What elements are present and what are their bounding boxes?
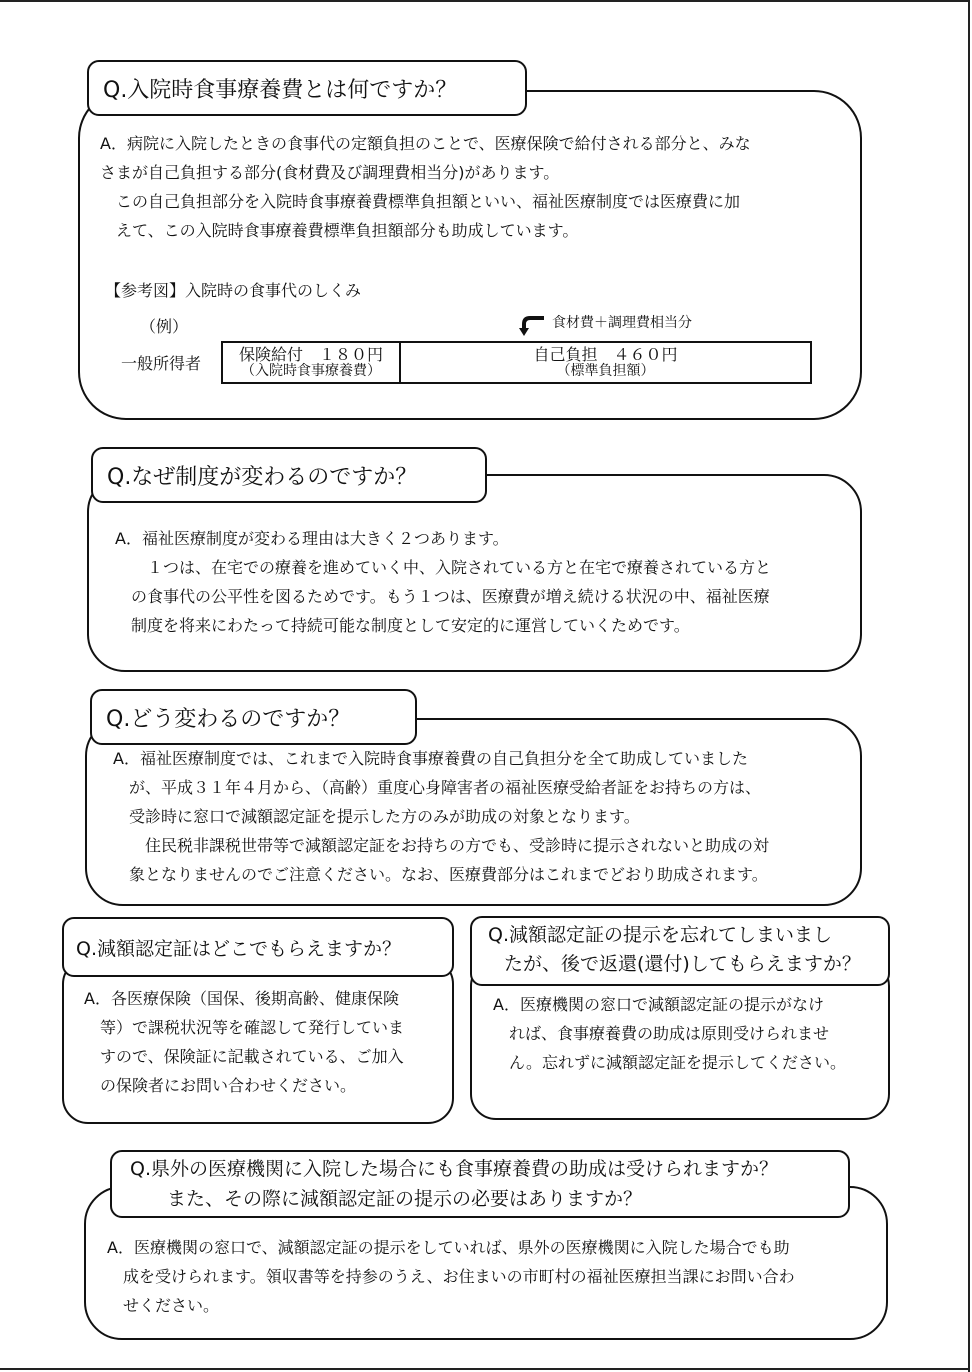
question-box-5 [470,916,890,986]
answer-5-line-1: A．医療機関の窓口で減額認定証の提示がなけ [493,995,824,1014]
answer-5-line-2: れば、食事療養費の助成は原則受けられませ [509,1024,830,1043]
benefit-note: （入院時食事療養費） [241,362,381,379]
page-border-bottom [0,1368,968,1370]
answer-6-line-2: 成を受けられます。領収書等を持参のうえ、お住まいの市町村の福祉医療担当課にお問い合わ [123,1267,795,1286]
question-4: Q.減額認定証はどこでもらえますか？ [76,937,401,960]
answer-1-line-3: この自己負担部分を入院時食事療養費標準負担額といい、福祉医療制度では医療費に加 [100,192,741,211]
question-box-3 [90,689,417,745]
answer-1-line-4: えて、この入院時食事療養費標準負担額部分も助成しています。 [116,221,579,240]
benefit-amount: 保険給付 １８０円 [238,344,383,364]
meal-cost-bar [221,341,812,384]
answer-4-line-1: A．各医療保険（国保、後期高齢、健康保険 [84,989,399,1008]
answer-4-line-3: すので、保険証に記載されている、ご加入 [100,1047,404,1066]
question-6-line-1: Q.県外の医療機関に入院した場合にも食事療養費の助成は受けられますか？ [130,1158,778,1180]
diagram-example-label: （例） [140,317,189,336]
answer-text-3 [113,744,769,889]
answer-6-line-3: せください。 [123,1296,220,1315]
answer-text-6 [107,1233,795,1320]
self-pay-amount: 自己負担 ４６０円 [533,344,678,364]
question-1: Q.入院時食事療養費とは何ですか？ [103,77,458,103]
self-pay-note: （標準負担額） [556,362,655,379]
question-box-2 [91,447,487,503]
question-box-4 [62,917,454,977]
page-border-right [968,0,970,1372]
answer-5-line-3: ん。忘れずに減額認定証を提示してください。 [509,1053,846,1072]
diagram-income-label: 一般所得者 [121,354,202,373]
answer-4-line-4: の保険者にお問い合わせください。 [100,1076,357,1095]
answer-2-line-4: 制度を将来にわたって持続可能な制度として安定的に運営していくためです。 [131,616,690,635]
answer-2-line-3: の食事代の公平性を図るためです。もう１つは、医療費が増え続ける状況の中、福祉医療 [131,587,770,606]
diagram-title: 【参考図】入院時の食事代のしくみ [105,281,362,300]
answer-6-line-1: A．医療機関の窓口で、減額認定証の提示をしていれば、県外の医療機関に入院した場合でも助 [107,1238,790,1257]
question-box-1 [87,60,527,116]
answer-3-line-5: 象となりませんのでご注意ください。なお、医療費部分はこれまでどおり助成されます。 [129,865,768,884]
answer-3-line-3: 受診時に窓口で減額認定証を提示した方のみが助成の対象となります。 [129,807,640,826]
diagram-arrow-label: 食材費＋調理費相当分 [552,315,692,331]
answer-3-line-2: が、平成３１年４月から、（高齢）重度心身障害者の福祉医療受給者証をお持ちの方は、 [129,778,762,797]
answer-3-line-1: A．福祉医療制度では、これまで入院時食事療養費の自己負担分を全て助成していました [113,749,748,768]
answer-2-line-1: A．福祉医療制度が変わる理由は大きく２つあります。 [115,529,509,548]
curved-arrow-icon [518,314,548,340]
answer-2-line-2: １つは、在宅での療養を進めていく中、入院されている方と在宅で療養されている方と [131,558,772,577]
answer-1-line-1: A．病院に入院したときの食事代の定額負担のことで、医療保険で給付される部分と、みな [100,134,751,153]
question-5-line-2: たが、後で返還(還付)してもらえますか？ [504,953,861,975]
question-5-line-1: Q.減額認定証の提示を忘れてしまいまし [488,924,832,946]
answer-3-line-4: 住民税非課税世帯等で減額認定証をお持ちの方でも、受診時に提示されないと助成の対 [129,836,770,855]
page-border-top [0,0,968,2]
question-2: Q.なぜ制度が変わるのですか？ [107,464,418,490]
answer-text-5 [493,990,846,1077]
question-box-6 [110,1150,850,1218]
question-6-line-2: また、その際に減額認定証の提示の必要はありますか？ [167,1188,643,1210]
answer-text-1 [100,129,751,245]
answer-text-4 [84,984,404,1100]
answer-1-line-2: さまが自己負担する部分(食材費及び調理費相当分)があります。 [100,163,560,182]
question-3: Q.どう変わるのですか？ [106,706,351,732]
insurance-benefit-segment [223,343,401,382]
answer-text-2 [115,524,771,640]
self-pay-segment [401,343,810,382]
answer-4-line-2: 等）で課税状況等を確認して発行していま [100,1018,405,1037]
